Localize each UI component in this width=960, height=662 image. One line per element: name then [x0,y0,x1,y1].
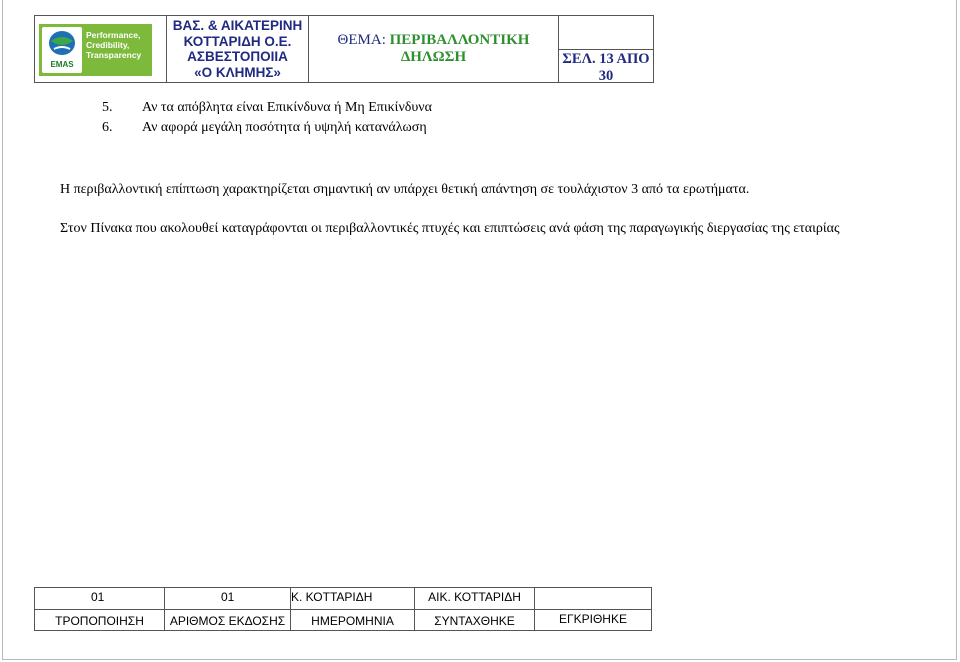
revision-value: 01 [35,588,165,609]
prepared-by-label: ΣΥΝΤΑΧΘΗΚΕ [415,609,535,630]
company-name [167,16,309,82]
page-total: 30 [598,68,614,84]
page-label: ΣΕΛ. 13 ΑΠΟ [562,51,650,67]
subject-title-continued: ΔΗΛΩΣΗ [400,49,467,65]
company-line: ΚΟΤΤΑΡΙΔΗ Ο.Ε. [183,33,292,49]
company-line: «Ο ΚΛΗΜΗΣ» [194,64,281,80]
tagline-line: Performance, [86,30,141,40]
significance-paragraph: Η περιβαλλοντική επίπτωση χαρακτηρίζεται σημαντική αν υπάρχει θετική απάντηση σε τουλάχιστον 3 από τα ερωτήματα. [60,182,750,197]
tagline-line: Transparency [86,50,142,60]
list-item [102,118,432,138]
emas-logo [39,24,152,76]
logo-cell [35,16,167,82]
footer-values-row [35,588,651,610]
company-line: ΒΑΣ. & ΑΙΚΑΤΕΡΙΝΗ [172,18,303,33]
criteria-list [102,98,432,138]
emas-label: EMAS [50,60,74,69]
approved-by-value [535,588,651,609]
date-label: ΗΜΕΡΟΜΗΝΙΑ [291,609,415,630]
subject-prefix: ΘΕΜΑ: [337,32,386,48]
subject-title: ΠΕΡΙΒΑΛΛΟΝΤΙΚΗ [389,32,530,48]
issue-number-label: ΑΡΙΘΜΟΣ ΕΚΔΟΣΗΣ [165,609,291,630]
document-subject [309,16,559,82]
revision-footer [34,587,652,631]
company-line: ΑΣΒΕΣΤΟΠΟΙΙΑ [187,49,288,64]
tagline-line: Credibility, [86,40,130,50]
page-number [559,16,653,82]
emas-globe-icon [42,27,82,61]
list-text: Αν τα απόβλητα είναι Επικίνδυνα ή Μη Επικίνδυνα [142,100,432,115]
table-intro-paragraph: Στον Πίνακα που ακολουθεί καταγράφονται οι περιβαλλοντικές πτυχές και επιπτώσεις ανά φάση της παραγωγικής διεργασίας της εταιρίας [60,221,840,236]
footer-labels-row [35,609,651,630]
list-number: 5. [102,100,113,115]
emas-emblem [42,27,82,73]
approved-by-label: ΕΓΚΡΙΘΗΚΕ [559,612,627,626]
list-number: 6. [102,120,113,135]
date-value: Κ. ΚΟΤΤΑΡΙΔΗ [291,588,415,609]
issue-number-value: 01 [165,588,291,609]
list-text: Αν αφορά μεγάλη ποσότητα ή υψηλή κατανάλωση [142,120,427,135]
page-number-divider [559,49,653,50]
revision-label: ΤΡΟΠΟΠΟΙΗΣΗ [35,609,165,630]
prepared-by-value: ΑΙΚ. ΚΟΤΤΑΡΙΔΗ [415,588,535,609]
logo-tagline [86,30,150,60]
list-item [102,98,432,118]
document-header [34,15,654,83]
